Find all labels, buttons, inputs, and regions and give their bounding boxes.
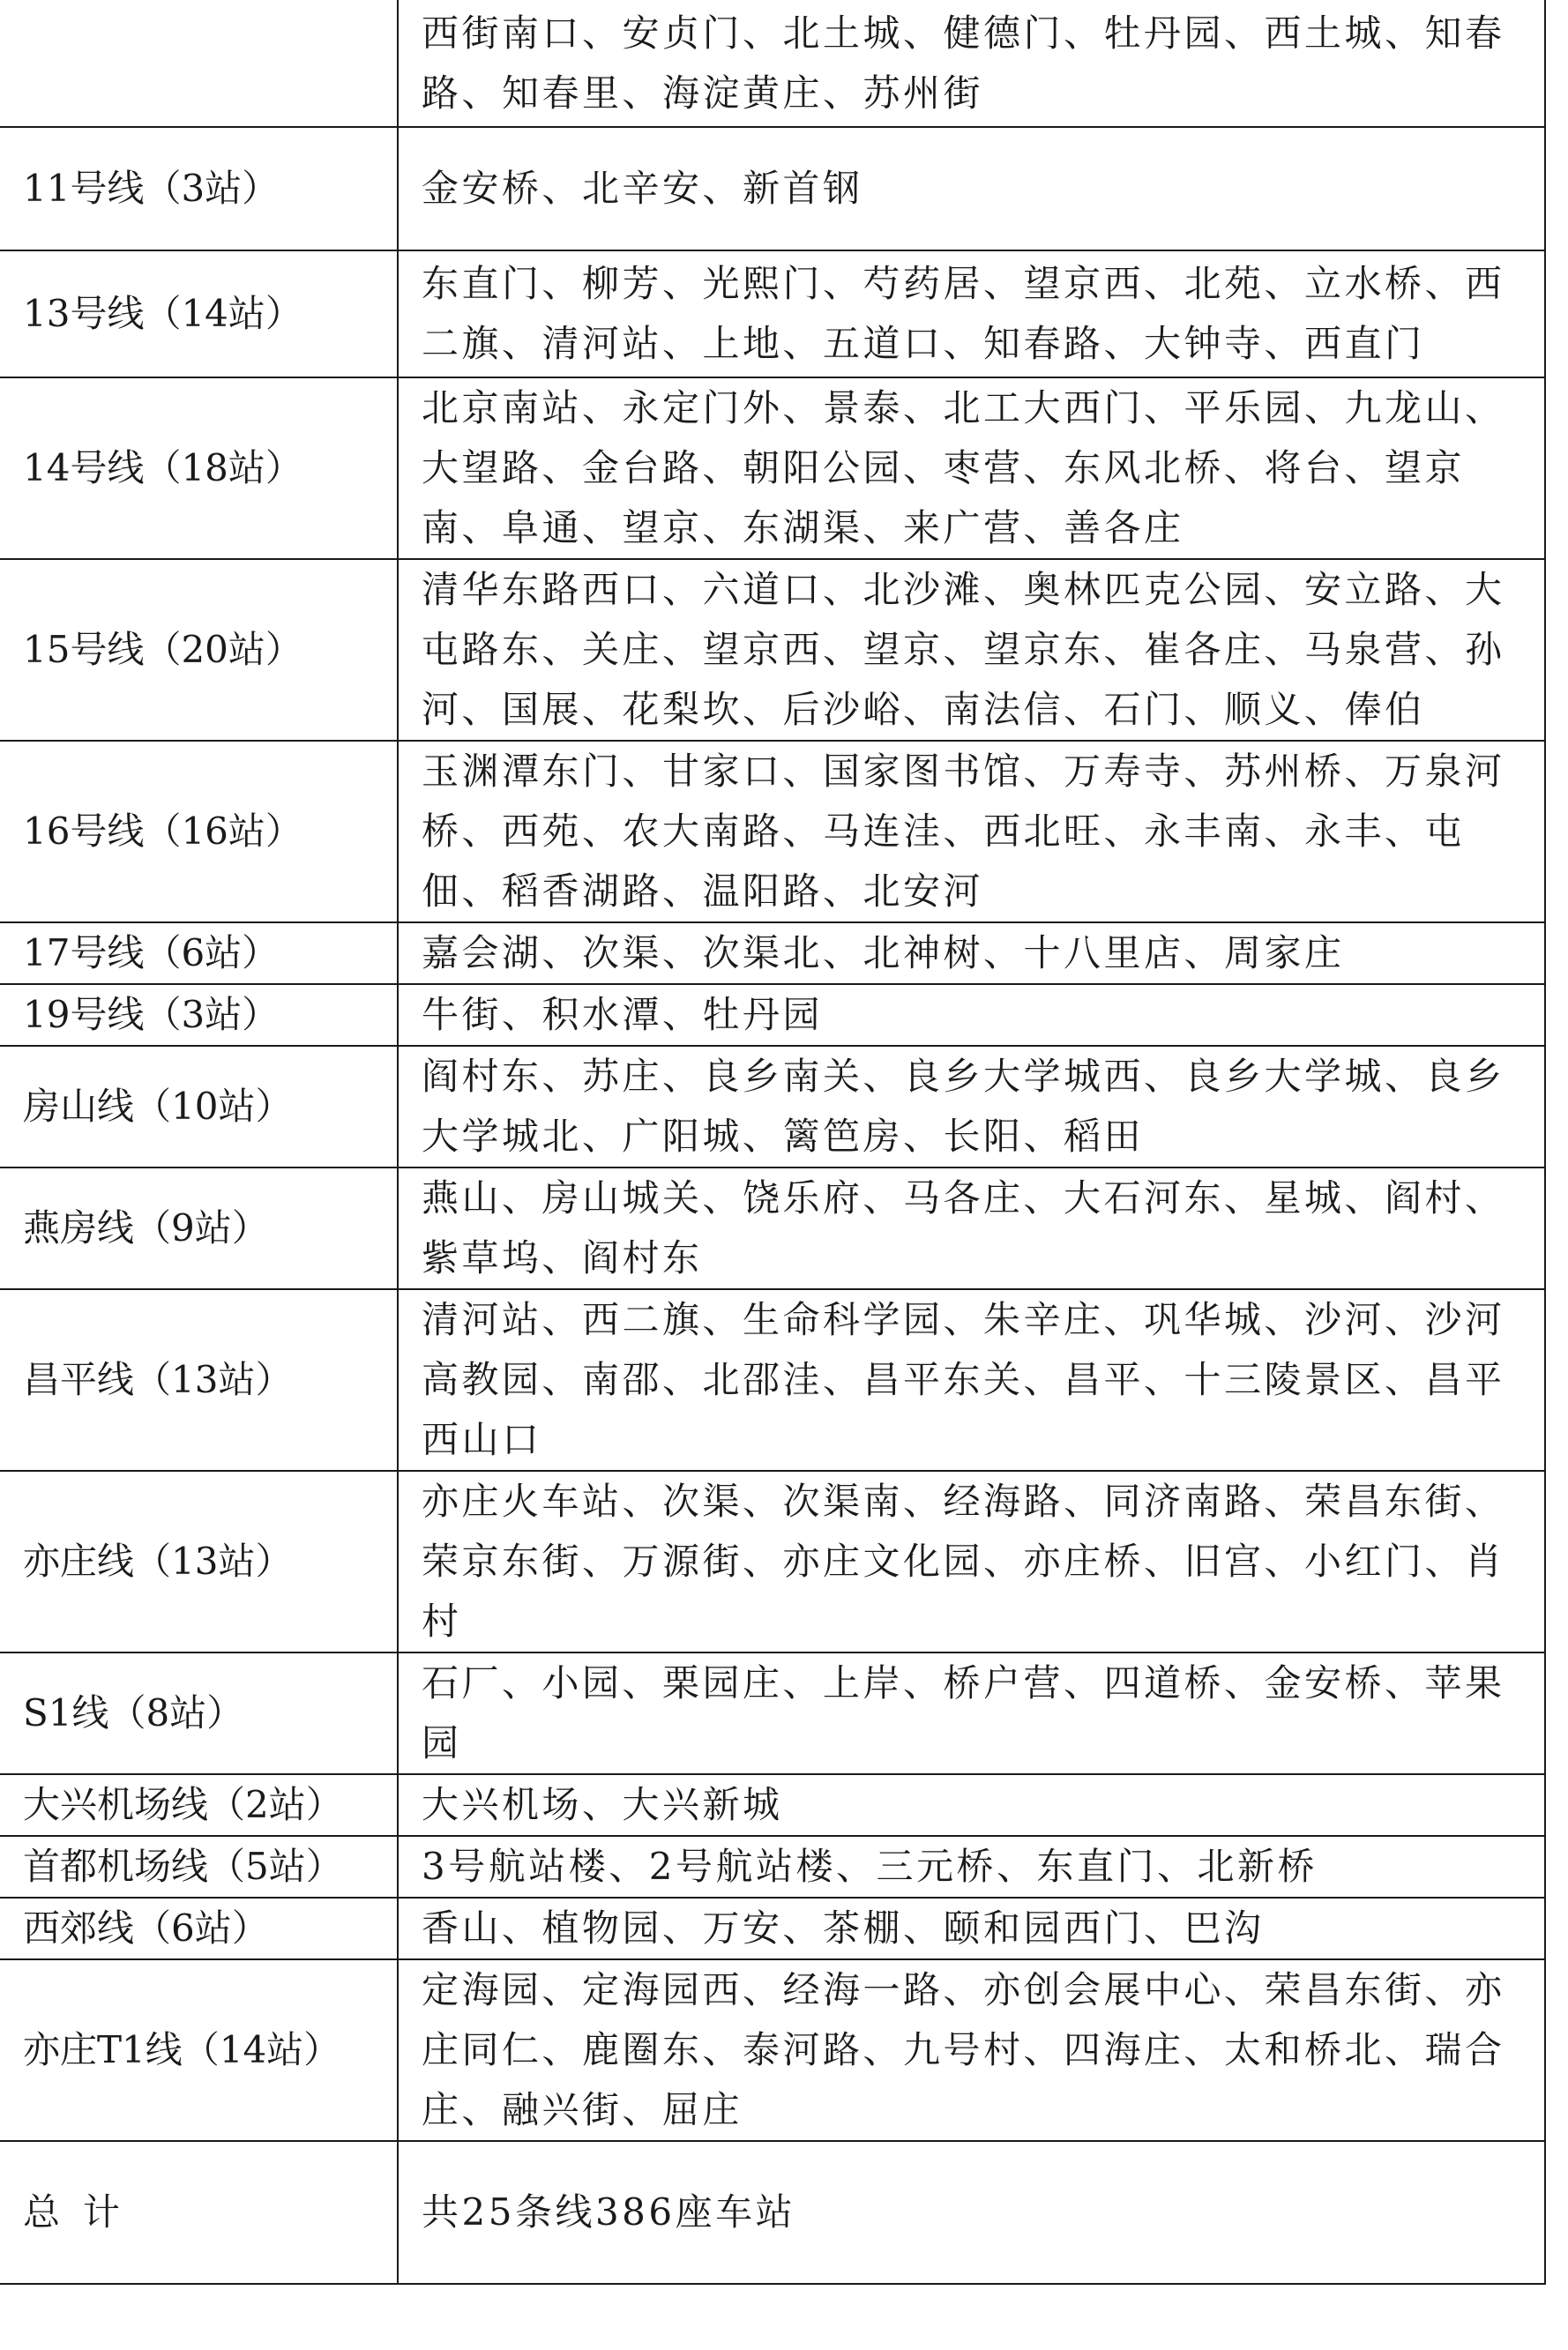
- station-list: 清河站、西二旗、生命科学园、朱辛庄、巩华城、沙河、沙河高教园、南邵、北邵洼、昌平东关、昌平、十三陵景区、昌平西山口: [398, 1289, 1545, 1471]
- total-value: 共25条线386座车站: [398, 2141, 1545, 2284]
- line-name: 13号线（14站）: [0, 250, 398, 377]
- total-row: [0, 2141, 1545, 2284]
- line-name: 昌平线（13站）: [0, 1289, 398, 1471]
- total-label-cell: [0, 2141, 398, 2284]
- station-list: 东直门、柳芳、光熙门、芍药居、望京西、北苑、立水桥、西二旗、清河站、上地、五道口、知春路、大钟寺、西直门: [398, 250, 1545, 377]
- table-row: [0, 1959, 1545, 2141]
- station-list: 牛街、积水潭、牡丹园: [398, 984, 1545, 1046]
- table-row: [0, 1774, 1545, 1836]
- station-list: 3号航站楼、2号航站楼、三元桥、东直门、北新桥: [398, 1836, 1545, 1898]
- line-name: 16号线（16站）: [0, 741, 398, 922]
- table-row: [0, 1652, 1545, 1774]
- line-name: 19号线（3站）: [0, 984, 398, 1046]
- line-name: [0, 0, 398, 127]
- line-name: 亦庄T1线（14站）: [0, 1959, 398, 2141]
- table-row: [0, 127, 1545, 250]
- table-row: [0, 741, 1545, 922]
- station-list: 大兴机场、大兴新城: [398, 1774, 1545, 1836]
- station-list: 亦庄火车站、次渠、次渠南、经海路、同济南路、荣昌东街、荣京东街、万源街、亦庄文化园、亦庄桥、旧宫、小红门、肖村: [398, 1471, 1545, 1652]
- table-row: [0, 0, 1545, 127]
- station-list: 清华东路西口、六道口、北沙滩、奥林匹克公园、安立路、大屯路东、关庄、望京西、望京、望京东、崔各庄、马泉营、孙河、国展、花梨坎、后沙峪、南法信、石门、顺义、俸伯: [398, 559, 1545, 741]
- total-label: 总计: [23, 2190, 144, 2234]
- line-name: 燕房线（9站）: [0, 1168, 398, 1289]
- line-name: S1线（8站）: [0, 1652, 398, 1774]
- table-row: [0, 984, 1545, 1046]
- line-name: 17号线（6站）: [0, 922, 398, 984]
- line-name: 房山线（10站）: [0, 1046, 398, 1168]
- table-row: [0, 559, 1545, 741]
- table-row: [0, 1836, 1545, 1898]
- table-row: [0, 250, 1545, 377]
- station-list: 石厂、小园、栗园庄、上岸、桥户营、四道桥、金安桥、苹果园: [398, 1652, 1545, 1774]
- line-name: 首都机场线（5站）: [0, 1836, 398, 1898]
- table-row: [0, 922, 1545, 984]
- table-row: [0, 1898, 1545, 1959]
- station-list: 香山、植物园、万安、茶棚、颐和园西门、巴沟: [398, 1898, 1545, 1959]
- table-row: [0, 1289, 1545, 1471]
- table-row: [0, 1471, 1545, 1652]
- station-list: 嘉会湖、次渠、次渠北、北神树、十八里店、周家庄: [398, 922, 1545, 984]
- station-list: 金安桥、北辛安、新首钢: [398, 127, 1545, 250]
- line-name: 14号线（18站）: [0, 377, 398, 559]
- station-list: 玉渊潭东门、甘家口、国家图书馆、万寿寺、苏州桥、万泉河桥、西苑、农大南路、马连洼、西北旺、永丰南、永丰、屯佃、稻香湖路、温阳路、北安河: [398, 741, 1545, 922]
- table-row: [0, 1046, 1545, 1168]
- station-list: 北京南站、永定门外、景泰、北工大西门、平乐园、九龙山、大望路、金台路、朝阳公园、枣营、东风北桥、将台、望京南、阜通、望京、东湖渠、来广营、善各庄: [398, 377, 1545, 559]
- line-name: 西郊线（6站）: [0, 1898, 398, 1959]
- station-list: 定海园、定海园西、经海一路、亦创会展中心、荣昌东街、亦庄同仁、鹿圈东、泰河路、九号村、四海庄、太和桥北、瑞合庄、融兴街、屈庄: [398, 1959, 1545, 2141]
- line-name: 15号线（20站）: [0, 559, 398, 741]
- line-name: 大兴机场线（2站）: [0, 1774, 398, 1836]
- table-row: [0, 377, 1545, 559]
- line-name: 亦庄线（13站）: [0, 1471, 398, 1652]
- table-row: [0, 1168, 1545, 1289]
- station-list: 西街南口、安贞门、北土城、健德门、牡丹园、西土城、知春路、知春里、海淀黄庄、苏州街: [398, 0, 1545, 127]
- station-list: 燕山、房山城关、饶乐府、马各庄、大石河东、星城、阎村、紫草坞、阎村东: [398, 1168, 1545, 1289]
- station-list: 阎村东、苏庄、良乡南关、良乡大学城西、良乡大学城、良乡大学城北、广阳城、篱笆房、长阳、稻田: [398, 1046, 1545, 1168]
- line-name: 11号线（3站）: [0, 127, 398, 250]
